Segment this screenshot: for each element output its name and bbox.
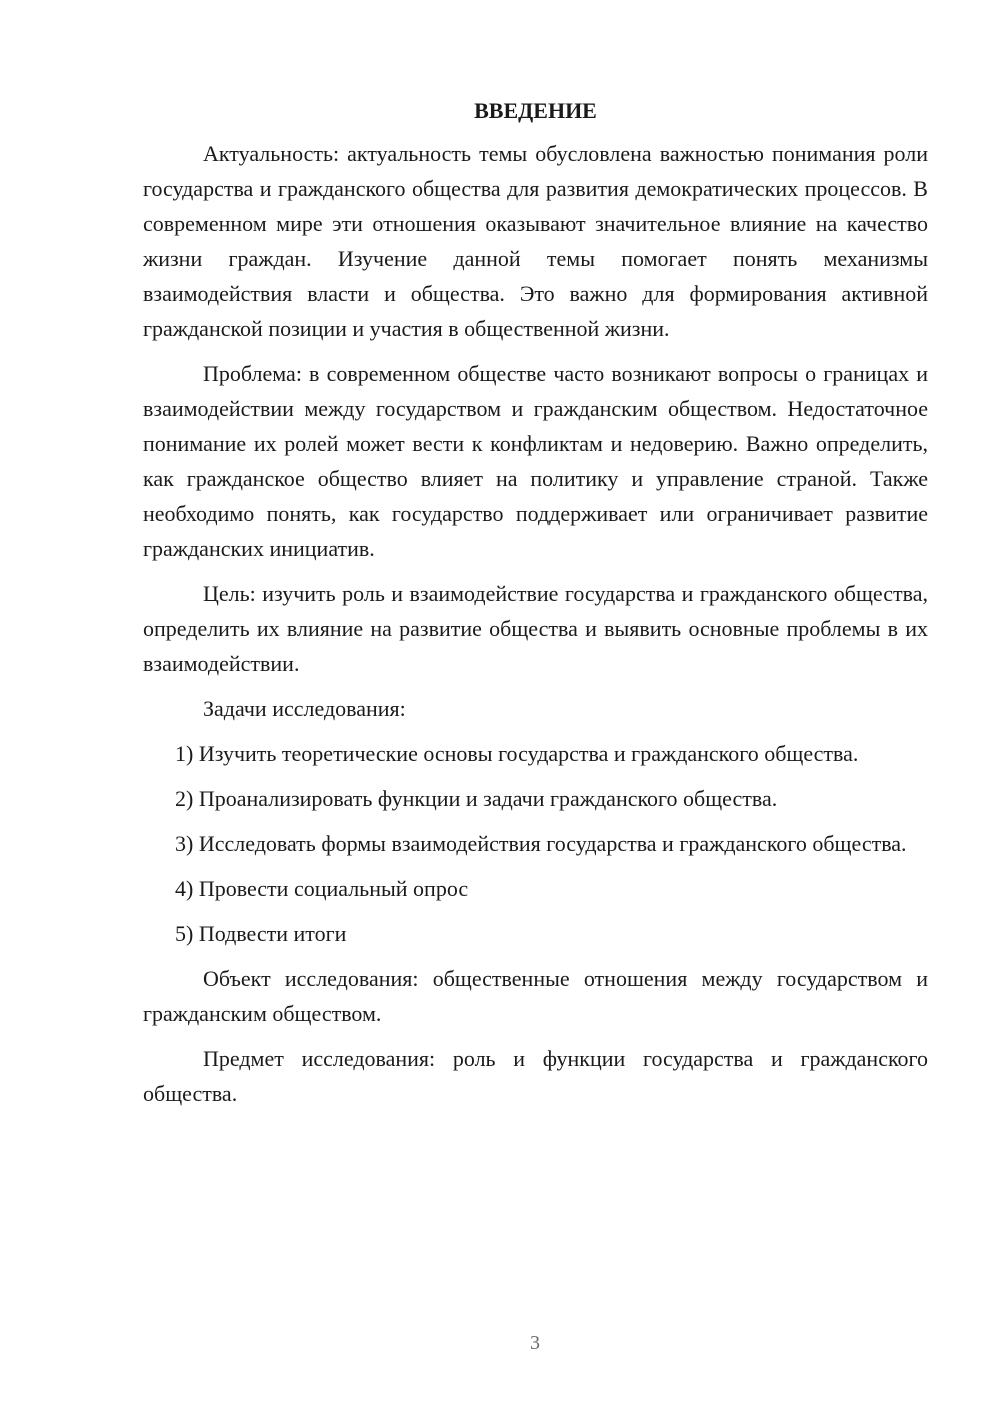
- tasks-heading: Задачи исследования:: [203, 696, 406, 721]
- object-paragraph: Объект исследования: общественные отношения между государством и гражданским обществом.: [143, 966, 928, 1026]
- task-item: 1) Изучить теоретические основы государства и гражданского общества.: [175, 741, 859, 766]
- task-item: 2) Проанализировать функции и задачи гражданского общества.: [175, 786, 778, 811]
- subject-paragraph: Предмет исследования: роль и функции государства и гражданского общества.: [143, 1046, 928, 1106]
- page-content: [143, 96, 928, 1121]
- section-title: ВВЕДЕНИЕ: [474, 98, 597, 123]
- goal-paragraph: Цель: изучить роль и взаимодействие государства и гражданского общества, определить их влияние на развитие общества и выявить основные проблемы в их взаимодействии.: [143, 581, 928, 676]
- task-item: 3) Исследовать формы взаимодействия государства и гражданского общества.: [175, 831, 907, 856]
- task-item: 4) Провести социальный опрос: [175, 876, 469, 901]
- page-number: 3: [530, 1332, 540, 1354]
- problem-paragraph: Проблема: в современном обществе часто возникают вопросы о границах и взаимодействии между государством и гражданским обществом. Недостаточное понимание их ролей может вести к конфликтам и недоверию. Важно определить, как гражданское общество влияет на политику и управление страной. Также необходимо понять, как государство поддерживает или ограничивает развитие гражданских инициатив.: [143, 361, 928, 561]
- task-item: 5) Подвести итоги: [175, 921, 347, 946]
- relevance-paragraph: Актуальность: актуальность темы обусловлена важностью понимания роли государства и гражданского общества для развития демократических процессов. В современном мире эти отношения оказывают значительное влияние на качество жизни граждан. Изучение данной темы помогает понять механизмы взаимодействия власти и общества. Это важно для формирования активной гражданской позиции и участия в общественной жизни.: [143, 141, 928, 341]
